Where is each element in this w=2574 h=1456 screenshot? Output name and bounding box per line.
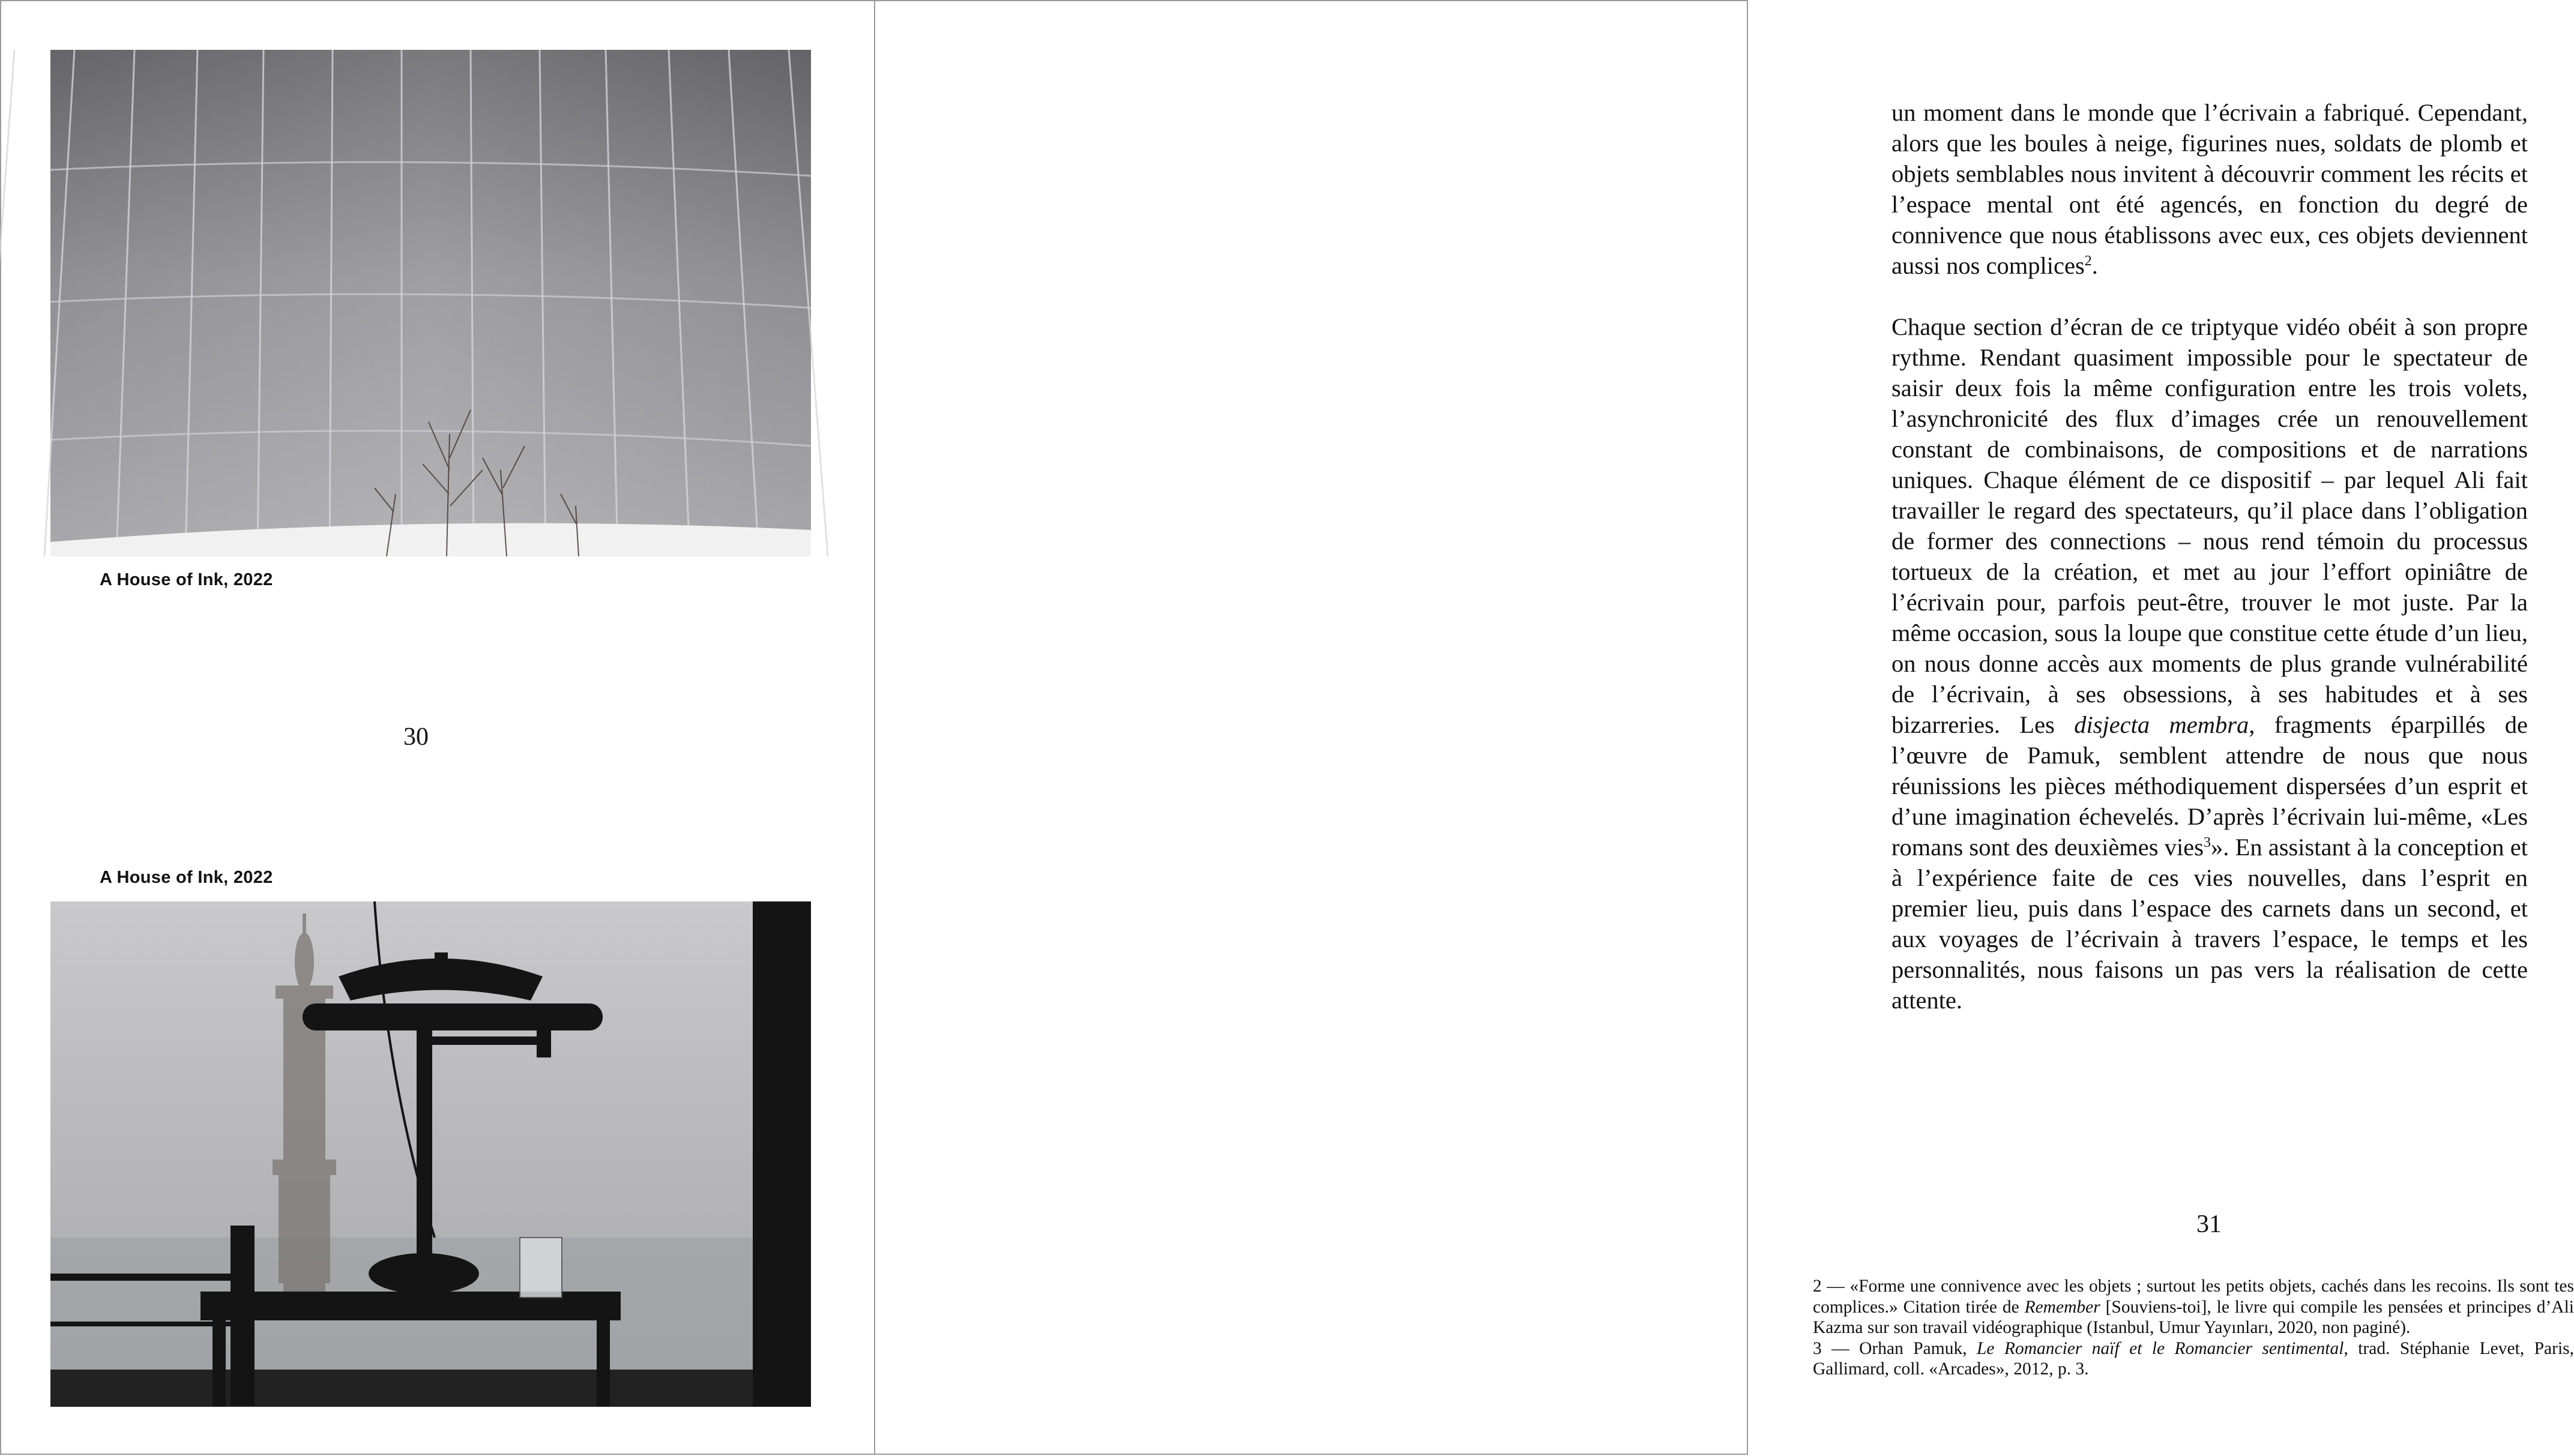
text-run: Remember: [2024, 1297, 2100, 1317]
caption-bottom: A House of Ink, 2022: [100, 868, 273, 887]
text-run: .: [2091, 252, 2098, 279]
footnote-ref: 3: [2204, 835, 2211, 850]
text-run: [Souviens-toi], le livre qui compile les pensées et principes d’Ali Kazma sur son travail vidéographique (Istanbul, Umur Yayınları, 2020, non paginé).: [1813, 1297, 2574, 1337]
text-run: , fragments éparpillés de l’œuvre de Pamuk, semblent attendre de nous que nous réunissions les pièces méthodiquement dispersées d’un esprit et d’une imagination échevelés. D’après l’écrivain lui-même, «Les romans sont des deuxièmes vies: [1891, 711, 2528, 861]
footnote: [1813, 1276, 2574, 1338]
text-run: un moment dans le monde que l’écrivain a fabriqué. Cependant, alors que les boules à neige, figurines nues, soldats de plomb et objets semblables nous invitent à découvrir comment les récits et l’espace mental ont été agencés, en fonction du degré de connivence que nous établissons avec eux, ces objets deviennent aussi nos complices: [1891, 99, 2528, 279]
text-run: disjecta membra: [2074, 711, 2249, 738]
text-run: , trad. Stéphanie Levet, Paris, Gallimard, coll. «Arcades», 2012, p. 3.: [1813, 1338, 2574, 1379]
page-number-right: 31: [2196, 1211, 2222, 1238]
paragraph: [1891, 311, 2528, 1015]
text-run: Chaque section d’écran de ce triptyque vidéo obéit à son propre rythme. Rendant quasiment impossible pour le spectateur de saisir deux fois la même configuration entre les trois volets, l’asynchronicité des flux d’images crée un renouvellement constant de combinaisons, de compositions et de narrations uniques. Chaque élément de ce dispositif – par lequel Ali fait travailler le regard des spectateurs, qu’il place dans l’obligation de former des connections – nous rend témoin du processus tortueux de la création, et met au jour l’effort opiniâtre de l’écrivain pour, parfois peut-être, trouver le mot juste. Par la même occasion, sous la loupe que constitue cette étude d’un lieu, on nous donne accès aux moments de plus grande vulnérabilité de l’écrivain, à ses obsessions, à ses habitudes et à ses bizarreries. Les: [1891, 313, 2528, 738]
text-run: ». En assistant à la conception et à l’expérience faite de ces vies nouvelles, dans l’esprit en premier lieu, puis dans l’espace des carnets dans un second, et aux voyages de l’écrivain à travers l’espace, le temps et les personnalités, nous faisons un pas vers la réalisation de cette attente.: [1891, 834, 2528, 1014]
text-run: 2 — «Forme une connivence avec les objets ; surtout les petits objets, cachés dans les recoins. Ils sont tes complices.» Citation tirée de: [1813, 1277, 2574, 1317]
desk-lamp-photo: [50, 901, 811, 1407]
left-page: [0, 0, 875, 1455]
footnotes: [1813, 1276, 2574, 1380]
body-text: [1891, 97, 2528, 1015]
dome-photo: [50, 50, 811, 556]
footnote-ref: 2: [2084, 253, 2092, 269]
page-number-left: 30: [403, 723, 429, 751]
paragraph: [1891, 97, 2528, 281]
text-run: 3 — Orhan Pamuk,: [1813, 1338, 1977, 1358]
right-page: [874, 0, 2574, 1455]
text-run: Le Romancier naïf et le Romancier sentimental: [1977, 1338, 2344, 1358]
footnote: [1813, 1338, 2574, 1380]
caption-top: A House of Ink, 2022: [100, 570, 273, 589]
